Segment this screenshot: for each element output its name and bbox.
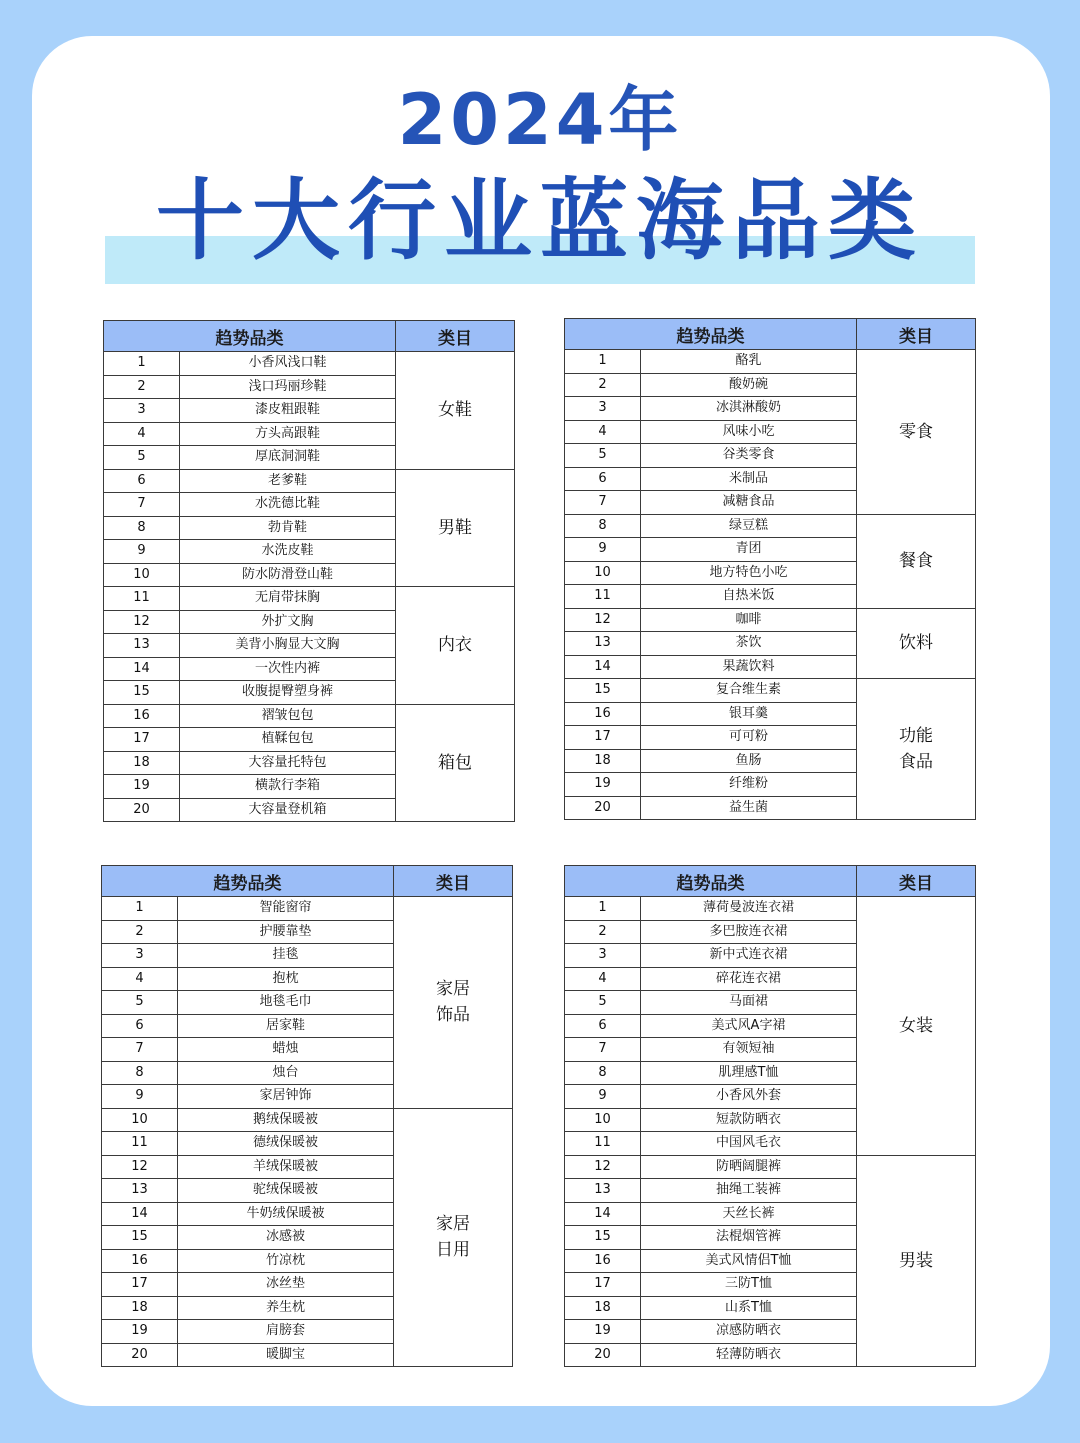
category-group-cell: 女鞋: [396, 352, 515, 470]
table-row: [104, 469, 515, 493]
trend-item-cell: 绿豆糕: [641, 514, 857, 538]
rank-cell: 15: [565, 1226, 641, 1250]
trend-item-cell: 方头高跟鞋: [180, 422, 396, 446]
trend-item-cell: 谷类零食: [641, 444, 857, 468]
rank-cell: 12: [565, 608, 641, 632]
trend-item-cell: 冰淇淋酸奶: [641, 397, 857, 421]
trend-item-cell: 防晒阔腿裤: [641, 1155, 857, 1179]
trend-item-cell: 防水防滑登山鞋: [180, 563, 396, 587]
header-category: 类目: [394, 866, 513, 897]
trend-item-cell: 漆皮粗跟鞋: [180, 399, 396, 423]
rank-cell: 6: [565, 1014, 641, 1038]
rank-cell: 9: [565, 538, 641, 562]
rank-cell: 11: [102, 1132, 178, 1156]
trend-item-cell: 家居钟饰: [178, 1085, 394, 1109]
trend-item-cell: 美背小胸显大文胸: [180, 634, 396, 658]
trend-item-cell: 浅口玛丽珍鞋: [180, 375, 396, 399]
trend-item-cell: 中国风毛衣: [641, 1132, 857, 1156]
rank-cell: 15: [565, 679, 641, 703]
rank-cell: 15: [102, 1226, 178, 1250]
rank-cell: 19: [565, 1320, 641, 1344]
rank-cell: 19: [104, 775, 180, 799]
trend-item-cell: 鱼肠: [641, 749, 857, 773]
trend-item-cell: 三防T恤: [641, 1273, 857, 1297]
trend-item-cell: 鹅绒保暖被: [178, 1108, 394, 1132]
rank-cell: 10: [104, 563, 180, 587]
trend-item-cell: 果蔬饮料: [641, 655, 857, 679]
rank-cell: 1: [104, 352, 180, 376]
rank-cell: 12: [102, 1155, 178, 1179]
header-trend: 趋势品类: [104, 321, 396, 352]
rank-cell: 6: [102, 1014, 178, 1038]
rank-cell: 1: [565, 897, 641, 921]
trend-item-cell: 地方特色小吃: [641, 561, 857, 585]
header-category: 类目: [857, 319, 976, 350]
rank-cell: 16: [565, 702, 641, 726]
rank-cell: 3: [565, 944, 641, 968]
trend-item-cell: 多巴胺连衣裙: [641, 920, 857, 944]
rank-cell: 16: [565, 1249, 641, 1273]
trend-item-cell: 水洗德比鞋: [180, 493, 396, 517]
trend-item-cell: 德绒保暖被: [178, 1132, 394, 1156]
header-trend: 趋势品类: [565, 866, 857, 897]
trend-item-cell: 山系T恤: [641, 1296, 857, 1320]
trend-item-cell: 水洗皮鞋: [180, 540, 396, 564]
trend-item-cell: 厚底洞洞鞋: [180, 446, 396, 470]
rank-cell: 11: [104, 587, 180, 611]
rank-cell: 18: [102, 1296, 178, 1320]
trend-item-cell: 驼绒保暖被: [178, 1179, 394, 1203]
trend-item-cell: 凉感防晒衣: [641, 1320, 857, 1344]
category-table-fashion: [103, 320, 515, 822]
rank-cell: 9: [102, 1085, 178, 1109]
rank-cell: 19: [102, 1320, 178, 1344]
rank-cell: 10: [102, 1108, 178, 1132]
rank-cell: 8: [102, 1061, 178, 1085]
trend-item-cell: 肌理感T恤: [641, 1061, 857, 1085]
trend-item-cell: 收腹提臀塑身裤: [180, 681, 396, 705]
rank-cell: 20: [565, 796, 641, 820]
trend-item-cell: 褶皱包包: [180, 704, 396, 728]
trend-item-cell: 冰感被: [178, 1226, 394, 1250]
trend-item-cell: 植鞣包包: [180, 728, 396, 752]
rank-cell: 7: [565, 1038, 641, 1062]
header-category: 类目: [396, 321, 515, 352]
rank-cell: 17: [104, 728, 180, 752]
trend-item-cell: 薄荷曼波连衣裙: [641, 897, 857, 921]
rank-cell: 3: [565, 397, 641, 421]
trend-item-cell: 大容量托特包: [180, 751, 396, 775]
rank-cell: 11: [565, 585, 641, 609]
trend-item-cell: 地毯毛巾: [178, 991, 394, 1015]
category-table-home: [101, 865, 513, 1367]
rank-cell: 5: [565, 444, 641, 468]
rank-cell: 16: [104, 704, 180, 728]
trend-item-cell: 减糖食品: [641, 491, 857, 515]
trend-item-cell: 护腰靠垫: [178, 920, 394, 944]
category-table-food: [564, 318, 976, 820]
rank-cell: 1: [565, 350, 641, 374]
trend-item-cell: 一次性内裤: [180, 657, 396, 681]
rank-cell: 7: [104, 493, 180, 517]
header-category: 类目: [857, 866, 976, 897]
table-row: [565, 897, 976, 921]
trend-item-cell: 养生枕: [178, 1296, 394, 1320]
trend-item-cell: 居家鞋: [178, 1014, 394, 1038]
rank-cell: 14: [104, 657, 180, 681]
rank-cell: 14: [102, 1202, 178, 1226]
trend-item-cell: 小香风浅口鞋: [180, 352, 396, 376]
rank-cell: 12: [565, 1155, 641, 1179]
rank-cell: 6: [104, 469, 180, 493]
category-group-cell: 男鞋: [396, 469, 515, 587]
trend-item-cell: 美式风情侣T恤: [641, 1249, 857, 1273]
trend-item-cell: 智能窗帘: [178, 897, 394, 921]
table-row: [565, 1155, 976, 1179]
rank-cell: 4: [104, 422, 180, 446]
trend-item-cell: 抽绳工装裤: [641, 1179, 857, 1203]
trend-item-cell: 暖脚宝: [178, 1343, 394, 1367]
trend-item-cell: 复合维生素: [641, 679, 857, 703]
trend-item-cell: 竹凉枕: [178, 1249, 394, 1273]
trend-item-cell: 马面裙: [641, 991, 857, 1015]
trend-item-cell: 横款行李箱: [180, 775, 396, 799]
table-row: [565, 679, 976, 703]
rank-cell: 17: [565, 726, 641, 750]
rank-cell: 4: [102, 967, 178, 991]
trend-item-cell: 羊绒保暖被: [178, 1155, 394, 1179]
rank-cell: 3: [102, 944, 178, 968]
trend-item-cell: 新中式连衣裙: [641, 944, 857, 968]
rank-cell: 7: [102, 1038, 178, 1062]
trend-item-cell: 米制品: [641, 467, 857, 491]
trend-item-cell: 轻薄防晒衣: [641, 1343, 857, 1367]
rank-cell: 10: [565, 1108, 641, 1132]
trend-item-cell: 天丝长裤: [641, 1202, 857, 1226]
trend-item-cell: 勃肯鞋: [180, 516, 396, 540]
rank-cell: 2: [565, 920, 641, 944]
rank-cell: 13: [102, 1179, 178, 1203]
trend-item-cell: 有领短袖: [641, 1038, 857, 1062]
trend-item-cell: 挂毯: [178, 944, 394, 968]
rank-cell: 2: [102, 920, 178, 944]
table-row: [565, 350, 976, 374]
table-row: [104, 352, 515, 376]
table-row: [565, 608, 976, 632]
category-group-cell: 箱包: [396, 704, 515, 822]
category-group-cell: 家居 日用: [394, 1108, 513, 1367]
category-group-cell: 饮料: [857, 608, 976, 679]
rank-cell: 11: [565, 1132, 641, 1156]
table-row: [102, 897, 513, 921]
rank-cell: 18: [104, 751, 180, 775]
title-year: 2024年: [397, 79, 683, 161]
trend-item-cell: 美式风A字裙: [641, 1014, 857, 1038]
trend-item-cell: 蜡烛: [178, 1038, 394, 1062]
trend-item-cell: 烛台: [178, 1061, 394, 1085]
rank-cell: 8: [565, 514, 641, 538]
category-group-cell: 功能 食品: [857, 679, 976, 820]
trend-item-cell: 外扩文胸: [180, 610, 396, 634]
rank-cell: 8: [104, 516, 180, 540]
rank-cell: 2: [565, 373, 641, 397]
rank-cell: 10: [565, 561, 641, 585]
rank-cell: 17: [565, 1273, 641, 1297]
rank-cell: 3: [104, 399, 180, 423]
rank-cell: 14: [565, 1202, 641, 1226]
trend-item-cell: 风味小吃: [641, 420, 857, 444]
trend-item-cell: 酸奶碗: [641, 373, 857, 397]
rank-cell: 17: [102, 1273, 178, 1297]
category-table-apparel: [564, 865, 976, 1367]
rank-cell: 7: [565, 491, 641, 515]
rank-cell: 15: [104, 681, 180, 705]
rank-cell: 14: [565, 655, 641, 679]
rank-cell: 8: [565, 1061, 641, 1085]
rank-cell: 2: [104, 375, 180, 399]
rank-cell: 5: [102, 991, 178, 1015]
rank-cell: 13: [565, 1179, 641, 1203]
trend-item-cell: 抱枕: [178, 967, 394, 991]
rank-cell: 20: [102, 1343, 178, 1367]
trend-item-cell: 冰丝垫: [178, 1273, 394, 1297]
trend-item-cell: 小香风外套: [641, 1085, 857, 1109]
trend-item-cell: 牛奶绒保暖被: [178, 1202, 394, 1226]
rank-cell: 9: [565, 1085, 641, 1109]
trend-item-cell: 肩膀套: [178, 1320, 394, 1344]
trend-item-cell: 纤维粉: [641, 773, 857, 797]
rank-cell: 20: [565, 1343, 641, 1367]
table-row: [104, 704, 515, 728]
table-row: [102, 1108, 513, 1132]
category-group-cell: 男装: [857, 1155, 976, 1367]
rank-cell: 13: [104, 634, 180, 658]
category-group-cell: 餐食: [857, 514, 976, 608]
category-group-cell: 家居 饰品: [394, 897, 513, 1109]
trend-item-cell: 益生菌: [641, 796, 857, 820]
trend-item-cell: 短款防晒衣: [641, 1108, 857, 1132]
rank-cell: 1: [102, 897, 178, 921]
rank-cell: 18: [565, 1296, 641, 1320]
trend-item-cell: 可可粉: [641, 726, 857, 750]
header-trend: 趋势品类: [565, 319, 857, 350]
rank-cell: 4: [565, 967, 641, 991]
trend-item-cell: 自热米饭: [641, 585, 857, 609]
rank-cell: 13: [565, 632, 641, 656]
header-trend: 趋势品类: [102, 866, 394, 897]
trend-item-cell: 酪乳: [641, 350, 857, 374]
trend-item-cell: 青团: [641, 538, 857, 562]
title-main: 十大行业蓝海品类: [155, 169, 924, 272]
table-row: [104, 587, 515, 611]
rank-cell: 20: [104, 798, 180, 822]
rank-cell: 18: [565, 749, 641, 773]
trend-item-cell: 无肩带抹胸: [180, 587, 396, 611]
rank-cell: 5: [104, 446, 180, 470]
rank-cell: 6: [565, 467, 641, 491]
trend-item-cell: 茶饮: [641, 632, 857, 656]
rank-cell: 9: [104, 540, 180, 564]
trend-item-cell: 银耳羹: [641, 702, 857, 726]
trend-item-cell: 碎花连衣裙: [641, 967, 857, 991]
trend-item-cell: 老爹鞋: [180, 469, 396, 493]
category-group-cell: 零食: [857, 350, 976, 515]
trend-item-cell: 法棍烟管裤: [641, 1226, 857, 1250]
category-group-cell: 女装: [857, 897, 976, 1156]
rank-cell: 16: [102, 1249, 178, 1273]
rank-cell: 12: [104, 610, 180, 634]
rank-cell: 19: [565, 773, 641, 797]
rank-cell: 5: [565, 991, 641, 1015]
table-row: [565, 514, 976, 538]
rank-cell: 4: [565, 420, 641, 444]
trend-item-cell: 咖啡: [641, 608, 857, 632]
trend-item-cell: 大容量登机箱: [180, 798, 396, 822]
category-group-cell: 内衣: [396, 587, 515, 705]
